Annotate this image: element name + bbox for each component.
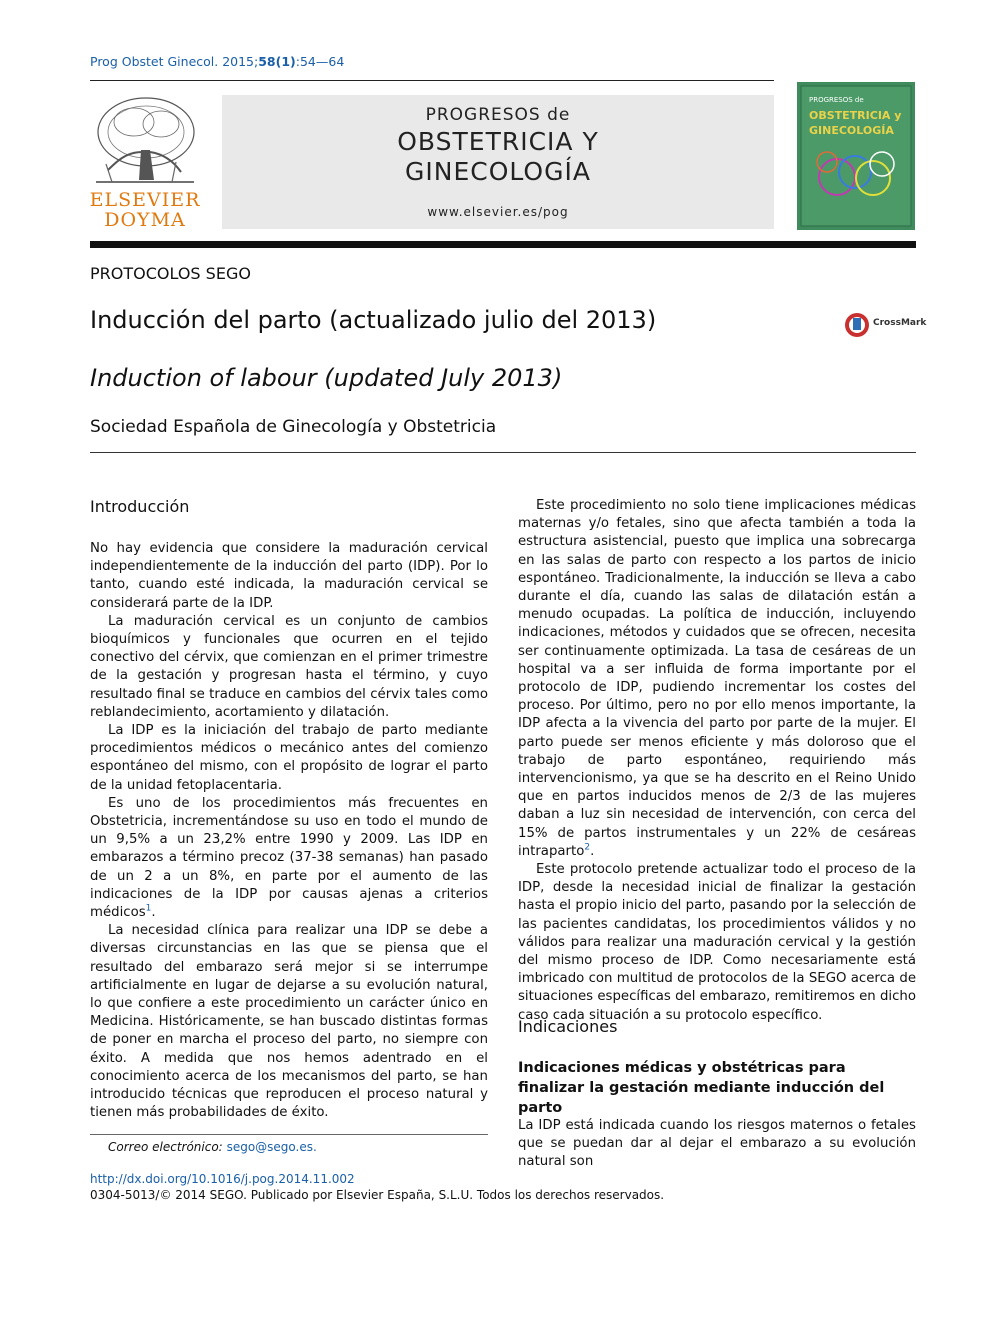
paragraph-4-text: Es uno de los procedimientos más frecuentes en Obstetricia, incrementándose su uso en todo el mundo de un 9,5% a un 23,2% entre 1990 y 2009. Las IDP en embarazos a término precoz (37-38 semanas) han pasado de un 2 a un 8%, en parte por el aumento de las indicaciones de la IDP por causas ajenas a criterios médicos: [90, 795, 488, 921]
article-title-english: Induction of labour (updated July 2013): [90, 364, 563, 392]
copyright-notice: 0304-5013/© 2014 SEGO. Publicado por Elsevier España, S.L.U. Todos los derechos reservados.: [90, 1188, 665, 1202]
subheading-medical-indications: Indicaciones médicas y obstétricas para finalizar la gestación mediante inducción del parto: [518, 1060, 885, 1116]
right-column: [518, 497, 916, 1025]
paragraph-8: La IDP está indicada cuando los riesgos maternos o fetales que se puedan dar al dejar el embarazo a su evolución natural son: [518, 1118, 916, 1170]
heading-introduction: Introducción: [90, 497, 190, 516]
reference-2-link[interactable]: 2: [584, 842, 591, 853]
article-author: Sociedad Española de Ginecología y Obstetricia: [90, 417, 497, 437]
author-rule: [90, 452, 916, 453]
citation-volume: 58(1): [258, 54, 296, 69]
journal-cover-image[interactable]: [797, 82, 915, 230]
left-column: [90, 540, 488, 1123]
email-link[interactable]: sego@sego.es.: [226, 1140, 317, 1154]
publisher-name-1: ELSEVIER: [89, 189, 201, 211]
paragraph-6-end: .: [590, 843, 595, 859]
footnote-email: [108, 1140, 317, 1154]
email-label: Correo electrónico:: [108, 1140, 223, 1154]
paragraph-4-end: .: [151, 905, 156, 921]
article-title-spanish: Inducción del parto (actualizado julio del 2013): [90, 306, 657, 334]
paragraph-5: La necesidad clínica para realizar una IDP se debe a diversas circunstancias en las que se piensa que el resultado del embarazo será mejor si se interrumpe artificialmente en lugar de dejarse a su evolución natural, lo que confiere a este procedimiento un carácter único en Medicina. Históricamente, se han buscado distintas formas de poner en marcha el proceso del parto, no siempre con éxito. A medida que nos hemos adentrado en el conocimiento acerca de los mecanismos del parto, se han introducido técnicas que reproducen el proceso natural y tienen más probabilidades de éxito.: [90, 923, 488, 1121]
publisher-logo-text: [86, 190, 204, 230]
reference-1-link[interactable]: 1: [145, 903, 152, 914]
cover-title-2: OBSTETRICIA y: [809, 109, 902, 122]
header-rule: [90, 80, 774, 81]
heading-indications: Indicaciones: [518, 1017, 618, 1036]
paragraph-2: La maduración cervical es un conjunto de cambios bioquímicos y funcionales que ocurren en el tejido conectivo del cérvix, que comienzan en el primer trimestre de la gestación y progresan hasta el término, y cuyo resultado final se traduce en cambios del cérvix tales como reblandecimiento, acortamiento y dilatación.: [90, 613, 488, 720]
paragraph-4: [90, 795, 488, 922]
publisher-name-2: DOYMA: [104, 209, 186, 231]
crossmark-label[interactable]: CrossMark: [873, 318, 927, 328]
paragraph-1: No hay evidencia que considere la maduración cervical independientemente de la inducción del parto (IDP). Por lo tanto, cuando esté indicada, la maduración cervical se considerará parte de la IDP.: [90, 541, 488, 611]
paragraph-3: La IDP es la iniciación del trabajo de parto mediante procedimientos médicos o mecánico antes del comienzo espontáneo del mismo, con el propósito de lograr el parto de la unidad fetoplacentaria.: [90, 723, 488, 793]
paragraph-6-text: Este procedimiento no solo tiene implicaciones médicas maternas y/o fetales, sino que afecta también a toda la estructura asistencial, puesto que implica una sobrecarga en las salas de parto con respecto a los partos de inicio espontáneo. Tradicionalmente, la inducción se lleva a cabo durante el día, cuando las salas de dilatación están a menudo ocupadas. La política de inducción, incluyendo indicaciones, métodos y cuidados que se ofrecen, necesita ser continuamente optimizada. La tasa de cesáreas de un hospital va a ser influida de forma importante por el protocolo de IDP, pudiendo incrementar los costes del proceso. Por último, pero no por ello menos importante, la IDP afecta a la vivencia del parto por parte de la mujer. El parto puede ser menos eficiente y más doloroso que el trabajo de parto espontáneo, requiriendo más intervencionismo, ya que se ha descrito en el Reino Unido que en partos inducidos menos de 2/3 de las mujeres daban a luz sin necesidad de intervención, con cerca del 15% de partos instrumentales y un 22% de cesáreas intraparto: [518, 498, 916, 859]
journal-name-line-2: OBSTETRICIA Y: [397, 127, 599, 156]
journal-masthead: [222, 95, 774, 229]
header-thick-rule: [90, 241, 916, 248]
right-column-continued: [518, 1117, 916, 1172]
doi-link[interactable]: http://dx.doi.org/10.1016/j.pog.2014.11.002: [90, 1172, 355, 1186]
citation-prefix: Prog Obstet Ginecol. 2015;: [90, 54, 259, 69]
paragraph-6: [518, 497, 916, 861]
footnote-rule: [90, 1134, 488, 1135]
paragraph-7: Este protocolo pretende actualizar todo el proceso de la IDP, desde la necesidad inicial de finalizar la gestación hasta el propio inicio del parto, pasando por la selección de las pacientes candidatas, los procedimientos válidos y no válidos para realizar una maduración cervical y la gestión del mismo proceso de IDP. Como necesariamente está imbricado con multitud de protocolos de la SEGO acerca de situaciones específicas del embarazo, remitiremos en dicho caso cada situación a su protocolo específico.: [518, 862, 916, 1023]
cover-title-3: GINECOLOGÍA: [809, 124, 894, 137]
journal-name-line-1: PROGRESOS de: [425, 105, 571, 125]
article-section: PROTOCOLOS SEGO: [90, 264, 251, 283]
journal-citation[interactable]: [90, 54, 344, 69]
cover-title-1: PROGRESOS de: [809, 96, 864, 104]
journal-name-line-3: GINECOLOGÍA: [405, 157, 591, 186]
citation-pages: :54—64: [295, 54, 345, 69]
journal-url[interactable]: www.elsevier.es/pog: [427, 205, 569, 219]
